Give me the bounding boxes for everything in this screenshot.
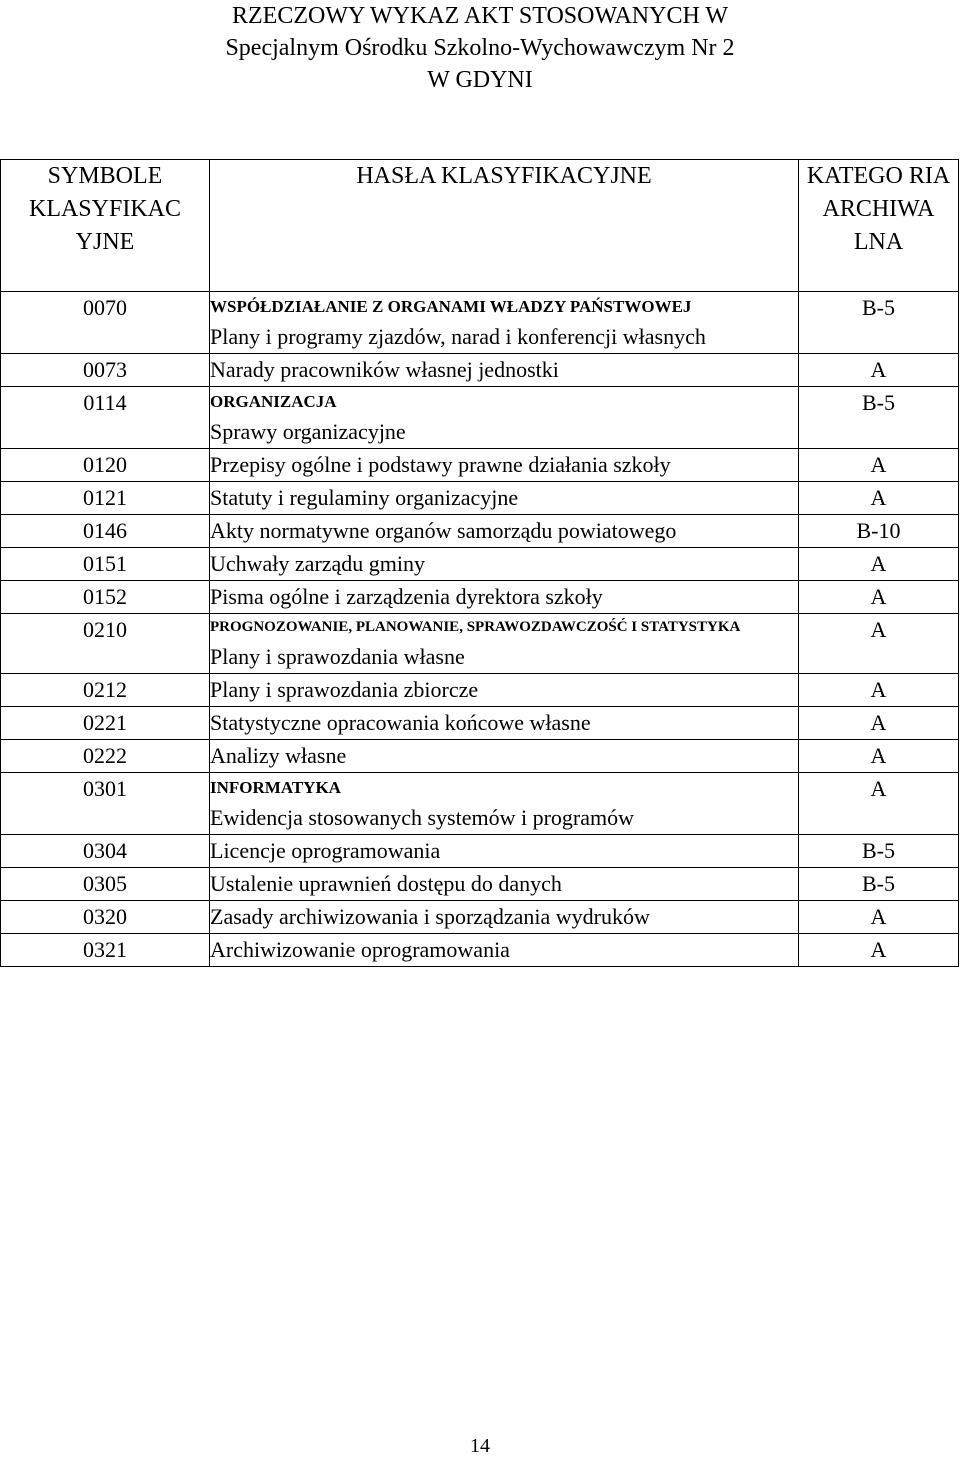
header-haslo: HASŁA KLASYFIKACYJNE xyxy=(210,160,799,292)
row-haslo xyxy=(210,292,799,354)
row-kategoria: B-5 xyxy=(799,835,959,868)
row-haslo xyxy=(210,773,799,835)
table-row xyxy=(1,354,959,387)
row-symbol: 0151 xyxy=(1,548,210,581)
row-haslo xyxy=(210,707,799,740)
table-row xyxy=(1,934,959,967)
table-row xyxy=(1,614,959,674)
row-kategoria: A xyxy=(799,740,959,773)
row-haslo xyxy=(210,548,799,581)
section-heading: INFORMATYKA xyxy=(210,778,341,797)
row-symbol: 0221 xyxy=(1,707,210,740)
title-line-2: Specjalnym Ośrodku Szkolno-Wychowawczym Nr 2 xyxy=(225,35,735,61)
table-row xyxy=(1,901,959,934)
row-symbol: 0210 xyxy=(1,614,210,674)
table-row xyxy=(1,387,959,449)
row-haslo xyxy=(210,354,799,387)
row-kategoria: A xyxy=(799,548,959,581)
row-kategoria: A xyxy=(799,901,959,934)
row-haslo xyxy=(210,482,799,515)
table-row xyxy=(1,740,959,773)
row-symbol: 0120 xyxy=(1,449,210,482)
row-kategoria: B-10 xyxy=(799,515,959,548)
table-row xyxy=(1,773,959,835)
haslo-text: Narady pracowników własnej jednostki xyxy=(210,357,559,382)
haslo-text: Archiwizowanie oprogramowania xyxy=(210,937,510,962)
row-haslo xyxy=(210,674,799,707)
table-row xyxy=(1,515,959,548)
section-heading: PROGNOZOWANIE, PLANOWANIE, SPRAWOZDAWCZOŚĆ I STATYSTYKA xyxy=(210,619,741,635)
row-kategoria: B-5 xyxy=(799,868,959,901)
section-heading: WSPÓŁDZIAŁANIE Z ORGANAMI WŁADZY PAŃSTWOWEJ xyxy=(210,297,692,316)
row-haslo xyxy=(210,614,799,674)
row-symbol: 0073 xyxy=(1,354,210,387)
row-symbol: 0114 xyxy=(1,387,210,449)
haslo-text: Akty normatywne organów samorządu powiatowego xyxy=(210,518,677,543)
haslo-text: Plany i sprawozdania własne xyxy=(210,644,465,669)
row-haslo xyxy=(210,581,799,614)
row-haslo xyxy=(210,515,799,548)
table-body xyxy=(1,292,959,967)
classification-table xyxy=(0,159,959,967)
row-haslo xyxy=(210,868,799,901)
table-row xyxy=(1,835,959,868)
row-kategoria: B-5 xyxy=(799,292,959,354)
table-row xyxy=(1,292,959,354)
haslo-text: Plany i programy zjazdów, narad i konferencji własnych xyxy=(210,324,706,349)
row-symbol: 0121 xyxy=(1,482,210,515)
table-header-row xyxy=(1,160,959,292)
row-symbol: 0212 xyxy=(1,674,210,707)
row-haslo xyxy=(210,449,799,482)
row-symbol: 0321 xyxy=(1,934,210,967)
title-line-3: W GDYNI xyxy=(427,67,533,93)
row-kategoria: B-5 xyxy=(799,387,959,449)
haslo-text: Licencje oprogramowania xyxy=(210,838,441,863)
row-symbol: 0152 xyxy=(1,581,210,614)
table-row xyxy=(1,707,959,740)
table-row xyxy=(1,674,959,707)
haslo-text: Analizy własne xyxy=(210,743,347,768)
document-title xyxy=(0,0,960,96)
row-symbol: 0146 xyxy=(1,515,210,548)
page-number: 14 xyxy=(470,1435,490,1457)
haslo-text: Plany i sprawozdania zbiorcze xyxy=(210,677,479,702)
haslo-text: Przepisy ogólne i podstawy prawne działania szkoły xyxy=(210,452,671,477)
header-symbol: SYMBOLE KLASYFIKAC YJNE xyxy=(1,160,210,292)
row-kategoria: A xyxy=(799,674,959,707)
haslo-text: Zasady archiwizowania i sporządzania wydruków xyxy=(210,904,650,929)
title-line-1: RZECZOWY WYKAZ AKT STOSOWANYCH W xyxy=(232,3,728,29)
row-kategoria: A xyxy=(799,449,959,482)
row-symbol: 0320 xyxy=(1,901,210,934)
row-haslo xyxy=(210,934,799,967)
row-symbol: 0301 xyxy=(1,773,210,835)
row-haslo xyxy=(210,901,799,934)
haslo-text: Statuty i regulaminy organizacyjne xyxy=(210,485,519,510)
section-heading: ORGANIZACJA xyxy=(210,392,337,411)
row-kategoria: A xyxy=(799,354,959,387)
table-row xyxy=(1,581,959,614)
haslo-text: Pisma ogólne i zarządzenia dyrektora szkoły xyxy=(210,584,603,609)
row-haslo xyxy=(210,387,799,449)
row-symbol: 0305 xyxy=(1,868,210,901)
haslo-text: Sprawy organizacyjne xyxy=(210,419,406,444)
row-symbol: 0070 xyxy=(1,292,210,354)
table-row xyxy=(1,548,959,581)
haslo-text: Statystyczne opracowania końcowe własne xyxy=(210,710,591,735)
table-row xyxy=(1,868,959,901)
row-haslo xyxy=(210,835,799,868)
row-kategoria: A xyxy=(799,482,959,515)
row-haslo xyxy=(210,740,799,773)
haslo-text: Ewidencja stosowanych systemów i programów xyxy=(210,805,635,830)
row-kategoria: A xyxy=(799,581,959,614)
row-kategoria: A xyxy=(799,614,959,674)
header-kategoria: KATEGO RIA ARCHIWA LNA xyxy=(799,160,959,292)
haslo-text: Uchwały zarządu gminy xyxy=(210,551,426,576)
row-kategoria: A xyxy=(799,707,959,740)
table-row xyxy=(1,449,959,482)
row-symbol: 0222 xyxy=(1,740,210,773)
row-kategoria: A xyxy=(799,773,959,835)
row-symbol: 0304 xyxy=(1,835,210,868)
haslo-text: Ustalenie uprawnień dostępu do danych xyxy=(210,871,562,896)
row-kategoria: A xyxy=(799,934,959,967)
table-row xyxy=(1,482,959,515)
